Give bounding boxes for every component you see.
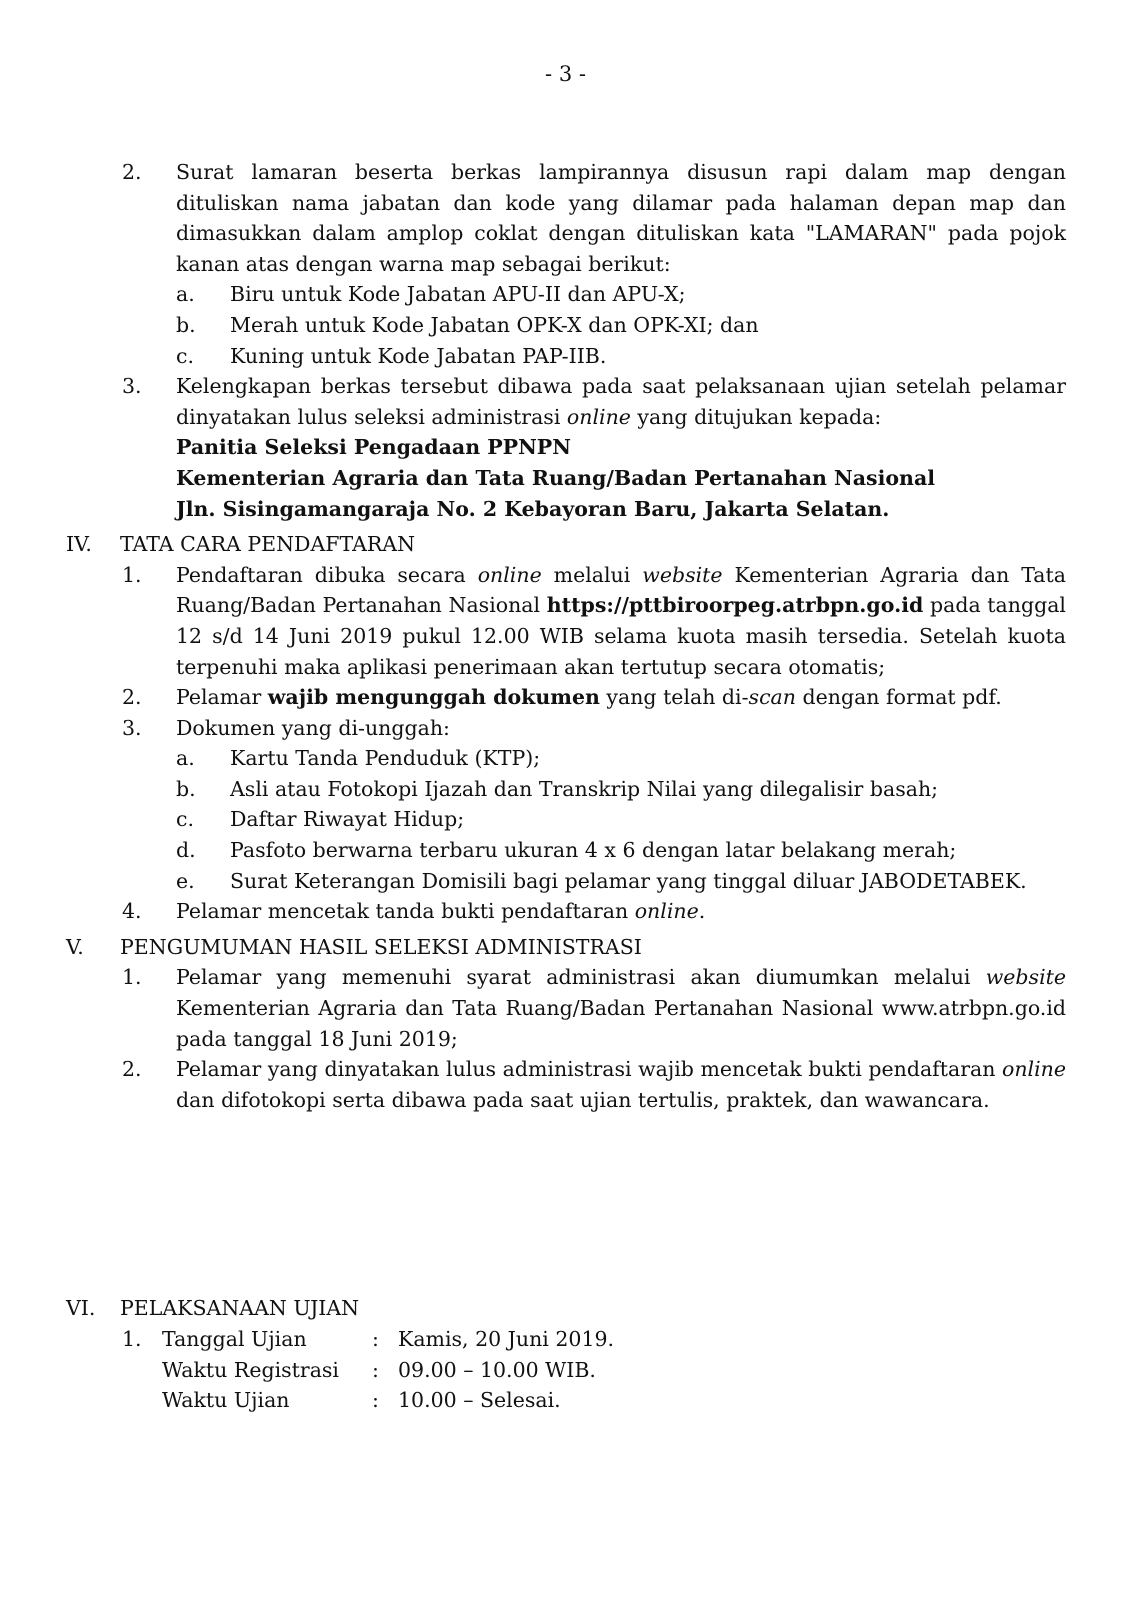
schedule-value: Kamis, 20 Juni 2019.: [398, 1327, 615, 1351]
list-item: [66, 896, 1066, 927]
schedule-colon: :: [372, 1388, 379, 1413]
schedule-row: [162, 1324, 1066, 1355]
text-segment: Pelamar yang dinyatakan lulus administrasi wajib mencetak bukti pendaftaran: [176, 1057, 1002, 1082]
registration-url: https://pttbiroorpeg.atrbpn.go.id: [546, 593, 924, 618]
list-item: [66, 1324, 1066, 1416]
item-text: [176, 371, 1066, 432]
text-segment: Kementerian Agraria dan Tata Ruang/Badan Pertanahan Nasional www.atrbpn.go.id pada tanggal 18 Juni 2019;: [176, 996, 1066, 1051]
text-segment: Kementerian Agraria dan Tata Ruang/Badan Pertanahan Nasional: [176, 562, 1066, 618]
sub-item: [66, 279, 1066, 310]
sub-item-text: Kuning untuk Kode Jabatan PAP-IIB.: [230, 343, 607, 368]
sub-item-letter: c.: [176, 343, 194, 368]
text-italic: scan: [748, 685, 796, 710]
text-segment: .: [698, 899, 706, 924]
section-title: PELAKSANAAN UJIAN: [120, 1296, 360, 1321]
text-segment: pada tanggal 12 s/d 14 Juni 2019 pukul 12.00 WIB selama kuota masih tersedia. Setelah kuota terpenuhi maka aplikasi penerimaan akan tertutup secara otomatis;: [176, 593, 1066, 679]
item-number: 2.: [122, 160, 142, 184]
sub-item: [66, 310, 1066, 341]
text-segment: Pelamar: [176, 685, 268, 710]
schedule-label: Waktu Registrasi: [162, 1357, 339, 1382]
item-number: 1.: [122, 1327, 142, 1351]
section-numeral: IV.: [66, 532, 92, 557]
address-line: Kementerian Agraria dan Tata Ruang/Badan Pertanahan Nasional: [176, 465, 936, 490]
document-body: [66, 157, 1066, 1416]
section-title: TATA CARA PENDAFTARAN: [120, 532, 416, 557]
sub-item-letter: a.: [176, 746, 195, 771]
list-item: [66, 157, 1066, 279]
schedule-value: 10.00 – Selesai.: [398, 1388, 561, 1413]
item-text: [176, 682, 1066, 713]
sub-item-letter: a.: [176, 282, 195, 307]
text-italic: online: [634, 899, 699, 924]
text-segment: Pelamar mencetak tanda bukti pendaftaran: [176, 899, 635, 924]
item-number: 2.: [122, 685, 142, 710]
sub-item: [66, 341, 1066, 372]
schedule-label: Tanggal Ujian: [162, 1327, 307, 1351]
text-italic: website: [642, 562, 723, 587]
sub-item: [66, 835, 1066, 866]
item-text: Surat lamaran beserta berkas lampirannya disusun rapi dalam map dengan dituliskan nama jabatan dan kode yang dilamar pada halaman depan map dan dimasukkan dalam amplop coklat dengan dituliskan kata "LAMARAN" pada pojok kanan atas dengan warna map sebagai berikut:: [176, 160, 1066, 276]
sub-item-letter: c.: [176, 807, 194, 832]
item-text: Dokumen yang di-unggah:: [176, 715, 450, 740]
text-italic: online: [566, 404, 631, 429]
text-bold: wajib mengunggah dokumen: [267, 685, 600, 710]
list-item: [66, 682, 1066, 713]
text-segment: yang ditujukan kepada:: [630, 404, 882, 429]
text-segment: Pelamar yang memenuhi syarat administrasi akan diumumkan melalui: [176, 965, 986, 990]
list-item: [66, 560, 1066, 682]
sub-item: [66, 774, 1066, 805]
address-line: Panitia Seleksi Pengadaan PPNPN: [176, 435, 571, 460]
list-item: [66, 962, 1066, 1054]
text-italic: online: [477, 562, 542, 587]
schedule-colon: :: [372, 1357, 379, 1382]
section-title: PENGUMUMAN HASIL SELEKSI ADMINISTRASI: [120, 934, 642, 959]
section-numeral: V.: [66, 934, 84, 959]
text-italic: website: [985, 965, 1066, 990]
schedule-label: Waktu Ujian: [162, 1388, 290, 1413]
item-number: 1.: [122, 965, 142, 990]
section-heading: [66, 1293, 1066, 1324]
sub-item-text: Pasfoto berwarna terbaru ukuran 4 x 6 dengan latar belakang merah;: [230, 838, 957, 863]
sub-item-text: Kartu Tanda Penduduk (KTP);: [230, 746, 541, 771]
text-segment: dan difotokopi serta dibawa pada saat ujian tertulis, praktek, dan wawancara.: [176, 1087, 990, 1112]
page-number: - 3 -: [545, 62, 586, 86]
sub-item: [66, 866, 1066, 897]
address-line: Jln. Sisingamangaraja No. 2 Kebayoran Baru, Jakarta Selatan.: [176, 496, 890, 521]
schedule-row: [162, 1385, 1066, 1416]
text-segment: yang telah di-: [599, 685, 749, 710]
sub-item: [66, 804, 1066, 835]
schedule-colon: :: [372, 1327, 379, 1351]
section-heading: [66, 932, 1066, 963]
schedule-table: [162, 1324, 1066, 1416]
sub-item-letter: b.: [176, 776, 196, 801]
item-text: [176, 1054, 1066, 1115]
sub-item-text: Daftar Riwayat Hidup;: [230, 807, 465, 832]
sub-item: [66, 743, 1066, 774]
item-text: [176, 896, 1066, 927]
sub-item-text: Surat Keterangan Domisili bagi pelamar yang tinggal diluar JABODETABEK.: [230, 868, 1027, 893]
text-segment: Pendaftaran dibuka secara: [176, 562, 478, 587]
schedule-value: 09.00 – 10.00 WIB.: [398, 1357, 596, 1382]
item-text: [176, 962, 1066, 1054]
section-numeral: VI.: [66, 1296, 96, 1321]
text-segment: melalui: [541, 562, 643, 587]
sub-item-letter: b.: [176, 312, 196, 337]
text-segment: dengan format pdf.: [795, 685, 1002, 710]
item-number: 2.: [122, 1057, 142, 1082]
sub-item-text: Merah untuk Kode Jabatan OPK-X dan OPK-XI; dan: [230, 312, 759, 337]
list-item: [66, 713, 1066, 744]
item-number: 4.: [122, 899, 142, 924]
list-item: [66, 1054, 1066, 1115]
sub-item-text: Biru untuk Kode Jabatan APU-II dan APU-X;: [230, 282, 686, 307]
text-segment: Kelengkapan berkas tersebut dibawa pada saat pelaksanaan ujian setelah pelamar dinyatakan lulus seleksi administrasi: [176, 374, 1066, 429]
item-text: [176, 560, 1066, 682]
item-number: 3.: [122, 715, 142, 740]
text-italic: online: [1002, 1057, 1066, 1082]
item-number: 1.: [122, 562, 142, 587]
section-heading: [66, 529, 1066, 560]
item-number: 3.: [122, 374, 142, 399]
sub-item-text: Asli atau Fotokopi Ijazah dan Transkrip Nilai yang dilegalisir basah;: [230, 776, 939, 801]
list-item: [66, 371, 1066, 432]
sub-item-letter: d.: [176, 838, 196, 863]
sub-item-letter: e.: [176, 868, 195, 893]
schedule-row: [162, 1355, 1066, 1386]
